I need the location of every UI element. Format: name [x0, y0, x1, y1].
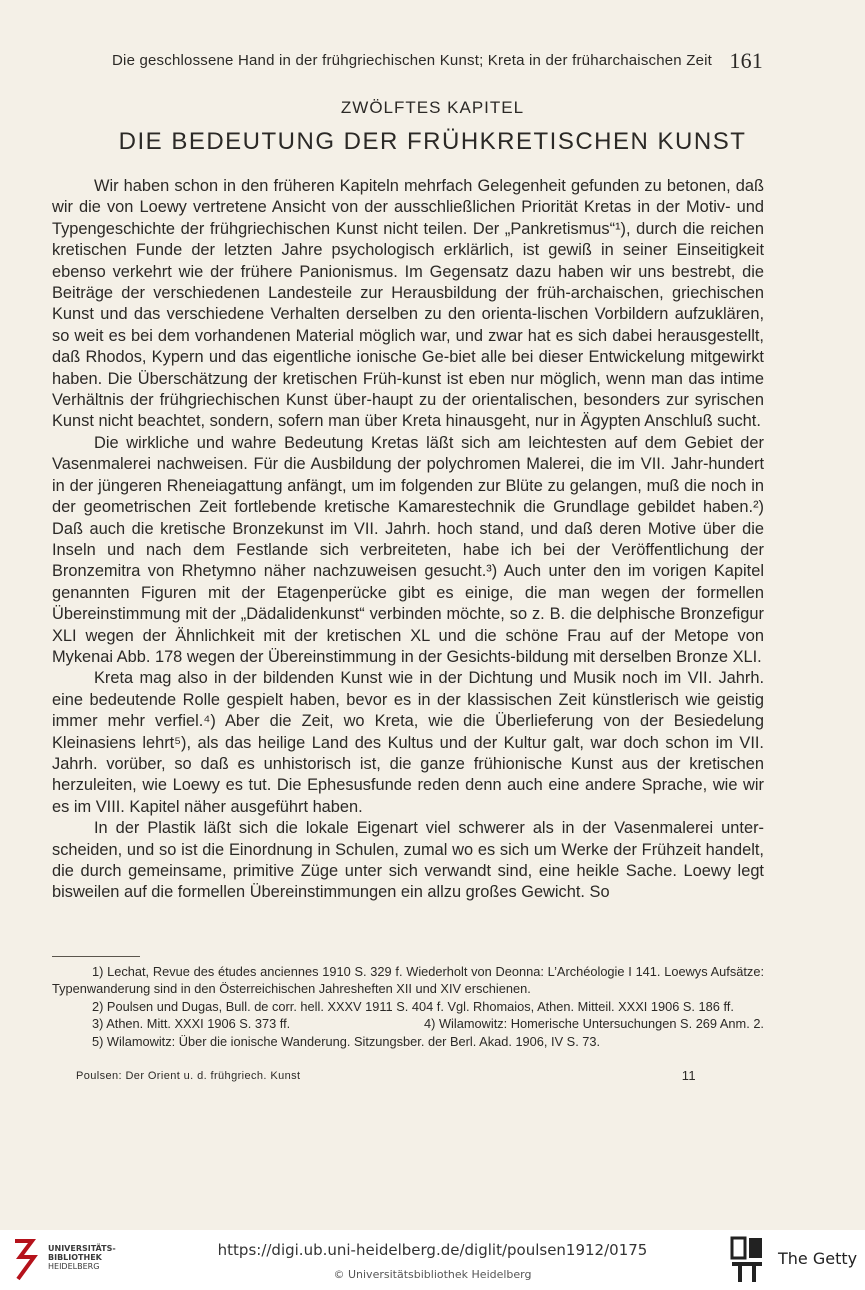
- getty-label: The Getty: [778, 1249, 858, 1268]
- signature-text: Poulsen: Der Orient u. d. frühgriech. Kunst: [76, 1070, 301, 1082]
- footnote: 2) Poulsen und Dugas, Bull. de corr. hell. XXXV 1911 S. 404 f. Vgl. Rhomaios, Athen. Mitteil. XXXI 1906 S. 186 ff.: [92, 998, 734, 1014]
- getty-logo-icon: [730, 1236, 764, 1284]
- footnote-row: [52, 1015, 764, 1032]
- library-name-line: BIBLIOTHEK: [48, 1253, 102, 1262]
- permalink-url[interactable]: https://digi.ub.uni-heidelberg.de/diglit/poulsen1912/0175: [217, 1241, 648, 1259]
- paragraph: Die wirkliche und wahre Bedeutung Kretas läßt sich am leichtesten auf dem Gebiet der Vasenmalerei nachweisen. Für die Ausbildung der polychromen Malerei, die im VII. Jahr-hundert in der jüngeren Rheneiagattung anfängt, um im folgenden zur Blüte zu gelangen, muß die noch in der geometrischen Zeit fortlebende kretische Kamarestechnik die Grundlage gebildet haben.²) Daß auch die kretische Bronzekunst im VII. Jahrh. hoch stand, und daß deren Motive über die Inseln und nach dem Festlande sich verbreiteten, habe ich bei der Veröffentlichung der Bronzemitra von Rhetymno näher nachzuweisen gesucht.³) Auch unter den im vorigen Kapitel genannten Figuren mit der Etagenperücke gibt es einige, die man wegen der formellen Übereinstimmung mit der „Dädalidenkunst“ verbinden möchte, so z. B. die delphische Bronzefigur XLI wegen der Ähnlichkeit mit der kretischen XL und die schöne Frau auf der Metope von Mykenai Abb. 178 wegen der Übereinstimmung in der Gesichts-bildung mit derselben Bronze XLI.: [52, 433, 764, 666]
- printer-signature: [76, 1070, 696, 1088]
- footnotes: [52, 963, 764, 1050]
- page-number: 161: [729, 48, 763, 73]
- paragraph: Kreta mag also in der bildenden Kunst wie in der Dichtung und Musik noch im VII. Jahrh. eine bedeutende Rolle gespielt haben, bevor es in der klassischen Zeit künstlerisch wie geistig immer mehr verfiel.⁴) Aber die Zeit, wo Kreta, wie die Überlieferung von der Besiedelung Kleinasiens lehrt⁵), als das heilige Land des Kultus und der Kultur galt, war doch schon im VII. Jahrh. vorüber, so daß es unhistorisch ist, die ganze frühionische Kunst aus der kretischen herzuleiten, wie Loewy es tut. Die Ephesusfunde reden denn auch eine andere Sprache, wie wir es im VIII. Kapitel näher ausgeführt haben.: [52, 669, 764, 816]
- footnote-divider: [52, 956, 140, 957]
- footnote: 3) Athen. Mitt. XXXI 1906 S. 373 ff.: [92, 1016, 291, 1032]
- copyright-notice: © Universitätsbibliothek Heidelberg: [333, 1268, 532, 1281]
- bottom-bar: [0, 1230, 865, 1290]
- chapter-title: DIE BEDEUTUNG DER FRÜHKRETISCHEN KUNST: [118, 128, 747, 155]
- library-name-line: UNIVERSITÄTS-: [48, 1244, 116, 1253]
- chapter-heading: ZWÖLFTES KAPITEL: [340, 98, 525, 117]
- running-title: Die geschlossene Hand in der frühgriechischen Kunst; Kreta in der früharchaischen Zeit: [112, 52, 713, 69]
- library-name-line: HEIDELBERG: [48, 1262, 100, 1271]
- footnote: 1) Lechat, Revue des études anciennes 1910 S. 329 f. Wiederholt von Deonna: L’Archéologie I 141. Loewys Aufsätze: Typenwanderung sind in den Österreichischen Jahresheften XII und XIV erschienen.: [52, 964, 764, 997]
- paragraph: Wir haben schon in den früheren Kapiteln mehrfach Gelegenheit gefunden zu betonen, daß wir die von Loewy vertretene Ansicht von der ausschließlichen Priorität Kretas in der Motiv- und Typengeschichte der frühgriechischen Kunst nicht teilen. Der „Pankretismus“¹), durch die reichen kretischen Funde der letzten Jahre psychologisch erklärlich, ist gewiß in seiner Einseitigkeit ebenso verkehrt wie der frühere Panionismus. Im Gegensatz dazu haben wir uns bestrebt, die Beiträge der verschiedenen Landesteile zur Herausbildung der früh-archaischen, griechischen Kunst und das verschiedene Verhalten derselben zu den orienta-lischen Vorbildern aufzuklären, so weit es bei dem vorhandenen Material möglich war, und zwar hat es sich dabei herausgestellt, daß Rhodos, Kypern und das eigentliche ionische Ge-biet alle bei dieser Entwickelung mitgewirkt haben. Die Überschätzung der kretischen Früh-kunst ist eben nur möglich, wenn man das intime Verhältnis der frühgriechischen Kunst über-haupt zu der orientalischen, besonders zur syrischen Kunst nicht beachtet, sondern, sofern man über Kreta hinausgeht, nur in Ägypten Anschluß sucht.: [52, 177, 764, 431]
- paragraph: In der Plastik läßt sich die lokale Eigenart viel schwerer als in der Vasenmalerei unter-scheiden, und so ist die Einordnung in Schulen, zumal wo es sich um Werke der Frühzeit handelt, die durch gemeinsame, primitive Züge unter sich verwandt sind, eine heikle Sache. Loewy legt bisweilen auf die formellen Übereinstimmungen ein allzu großes Gewicht. So: [52, 819, 764, 902]
- footnote: 5) Wilamowitz: Über die ionische Wanderung. Sitzungsber. der Berl. Akad. 1906, IV S. 73.: [92, 1033, 601, 1049]
- signature-number: 11: [681, 1068, 696, 1083]
- running-head: [100, 46, 765, 76]
- body-text: [52, 176, 764, 904]
- footnote: 4) Wilamowitz: Homerische Untersuchungen S. 269 Anm. 2.: [424, 1016, 764, 1032]
